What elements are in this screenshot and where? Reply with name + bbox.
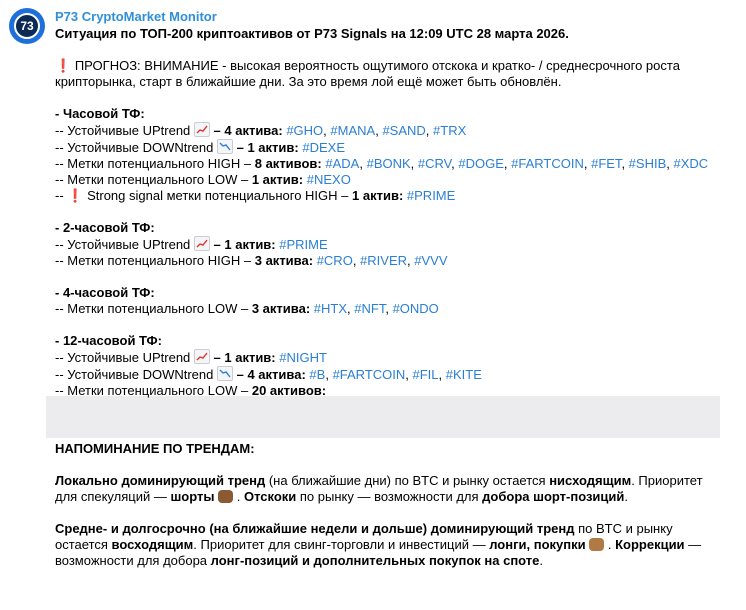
hashtag-link[interactable]: #ONDO <box>392 301 439 316</box>
channel-avatar[interactable] <box>9 8 45 44</box>
hourly-heading: - Часовой ТФ: <box>55 106 145 121</box>
h12-heading: - 12-часовой ТФ: <box>55 333 162 348</box>
hashtag-link[interactable]: #B <box>309 367 326 382</box>
hashtag-link[interactable]: #ADA <box>325 156 360 171</box>
message-body <box>55 9 725 569</box>
chart-up-icon <box>194 236 210 251</box>
hashtag-link[interactable]: #FARTCOIN <box>332 367 406 382</box>
hashtag-link[interactable]: #SAND <box>382 123 426 138</box>
h4-low-line: -- Метки потенциального LOW – 3 актива: #HTX, #NFT, #ONDO <box>55 301 439 316</box>
hourly-strong-tags <box>407 188 455 203</box>
hashtag-link[interactable]: #NEXO <box>306 172 351 187</box>
hashtag-link[interactable]: #FIL <box>412 367 439 382</box>
hourly-strong-line: -- ❗ Strong signal метки потенциального HIGH – 1 актив: #PRIME <box>55 188 456 203</box>
h2-high-line: -- Метки потенциального HIGH – 3 актива: #CRO, #RIVER, #VVV <box>55 253 448 268</box>
hashtag-link[interactable]: #XDC <box>673 156 709 171</box>
sender-name[interactable]: P73 CryptoMarket Monitor <box>55 9 217 24</box>
bull-icon <box>589 538 604 551</box>
h12-low-line: -- Метки потенциального LOW – 20 активов: <box>55 383 327 398</box>
h2-high-tags: #CRO, #RIVER, #VVV <box>316 253 448 268</box>
chart-down-icon <box>217 366 233 381</box>
hashtag-link[interactable]: #HTX <box>313 301 348 316</box>
hashtag-link[interactable]: #FET <box>591 156 622 171</box>
hashtag-link[interactable]: #NIGHT <box>279 350 327 365</box>
h4-low-tags: #HTX, #NFT, #ONDO <box>313 301 439 316</box>
h12-uptrend-line: -- Устойчивые UPtrend – 1 актив: #NIGHT <box>55 350 327 365</box>
avatar-logo <box>14 13 40 39</box>
chart-down-icon <box>217 139 233 154</box>
message-title: Ситуация по ТОП-200 криптоактивов от P73 Signals на 12:09 UTC 28 марта 2026. <box>55 26 569 41</box>
exclamation-icon: ❗ <box>55 58 72 73</box>
hashtag-link[interactable]: #PRIME <box>279 237 328 252</box>
h12-down-tags: #B, #FARTCOIN, #FIL, #KITE <box>309 367 482 382</box>
hashtag-link[interactable]: #FARTCOIN <box>511 156 584 171</box>
forecast-text: ❗ ПРОГНОЗ: ВНИМАНИЕ - высокая вероятность ощутимого отскока и кратко- / среднесрочного роста крипторынка, старт в ближайшие дни. За это время лой ещё может быть обновлён. <box>55 58 680 89</box>
hashtag-link[interactable]: #GHO <box>286 123 324 138</box>
hashtag-link[interactable]: #CRO <box>316 253 353 268</box>
hourly-downtrend-line: -- Устойчивые DOWNtrend – 1 актив: #DEXE <box>55 140 345 155</box>
avatar-text: 73 <box>20 19 34 33</box>
h2-up-tags <box>279 237 327 252</box>
h2-uptrend-line: -- Устойчивые UPtrend – 1 актив: #PRIME <box>55 237 328 252</box>
local-trend-paragraph: Локально доминирующий тренд (на ближайшие дни) по BTC и рынку остается нисходящим. Приоритет для спекуляций — шорты . Отскоки по рынку — возможности для добора шорт-позиций. <box>55 473 703 504</box>
hashtag-link[interactable]: #NFT <box>354 301 386 316</box>
hourly-high-line: -- Метки потенциального HIGH – 8 активов: #ADA, #BONK, #CRV, #DOGE, #FARTCOIN, #FET, #SHIB, #XDC <box>55 156 709 171</box>
h2-heading: - 2-часовой ТФ: <box>55 220 155 235</box>
hashtag-link[interactable]: #DOGE <box>458 156 504 171</box>
chart-up-icon <box>194 122 210 137</box>
mid-trend-paragraph: Средне- и долгосрочно (на ближайшие недели и дольше) доминирующий тренд по BTC и рынку остается восходящим. Приоритет для свинг-торговли и инвестиций — лонги, покупки . Коррекции — возможности для добора лонг-позиций и дополнительных покупок на споте. <box>55 521 702 568</box>
hashtag-link[interactable]: #CRV <box>417 156 452 171</box>
hashtag-link[interactable]: #VVV <box>414 253 448 268</box>
hourly-uptrend-line: -- Устойчивые UPtrend – 4 актива: #GHO, #MANA, #SAND, #TRX <box>55 123 467 138</box>
h4-heading: - 4-часовой ТФ: <box>55 285 155 300</box>
hourly-down-tags <box>302 140 345 155</box>
hashtag-link[interactable]: #KITE <box>445 367 482 382</box>
hashtag-link[interactable]: #BONK <box>366 156 411 171</box>
hashtag-link[interactable]: #PRIME <box>406 188 456 203</box>
h12-up-tags <box>279 350 327 365</box>
hourly-up-tags: #GHO, #MANA, #SAND, #TRX <box>286 123 467 138</box>
hourly-low-tags <box>307 172 351 187</box>
hashtag-link[interactable]: #DEXE <box>302 140 345 155</box>
hashtag-link[interactable]: #TRX <box>433 123 467 138</box>
reminder-heading: НАПОМИНАНИЕ ПО ТРЕНДАМ: <box>55 441 255 456</box>
h12-downtrend-line: -- Устойчивые DOWNtrend – 4 актива: #B, #FARTCOIN, #FIL, #KITE <box>55 367 482 382</box>
bear-icon <box>218 490 233 503</box>
hashtag-link[interactable]: #MANA <box>330 123 376 138</box>
hourly-high-tags: #ADA, #BONK, #CRV, #DOGE, #FARTCOIN, #FET, #SHIB, #XDC <box>325 156 709 171</box>
hashtag-link[interactable]: #SHIB <box>628 156 667 171</box>
hourly-low-line: -- Метки потенциального LOW – 1 актив: #NEXO <box>55 172 351 187</box>
hashtag-link[interactable]: #RIVER <box>360 253 408 268</box>
chart-up-icon <box>194 349 210 364</box>
exclamation-icon: ❗ <box>67 188 84 203</box>
